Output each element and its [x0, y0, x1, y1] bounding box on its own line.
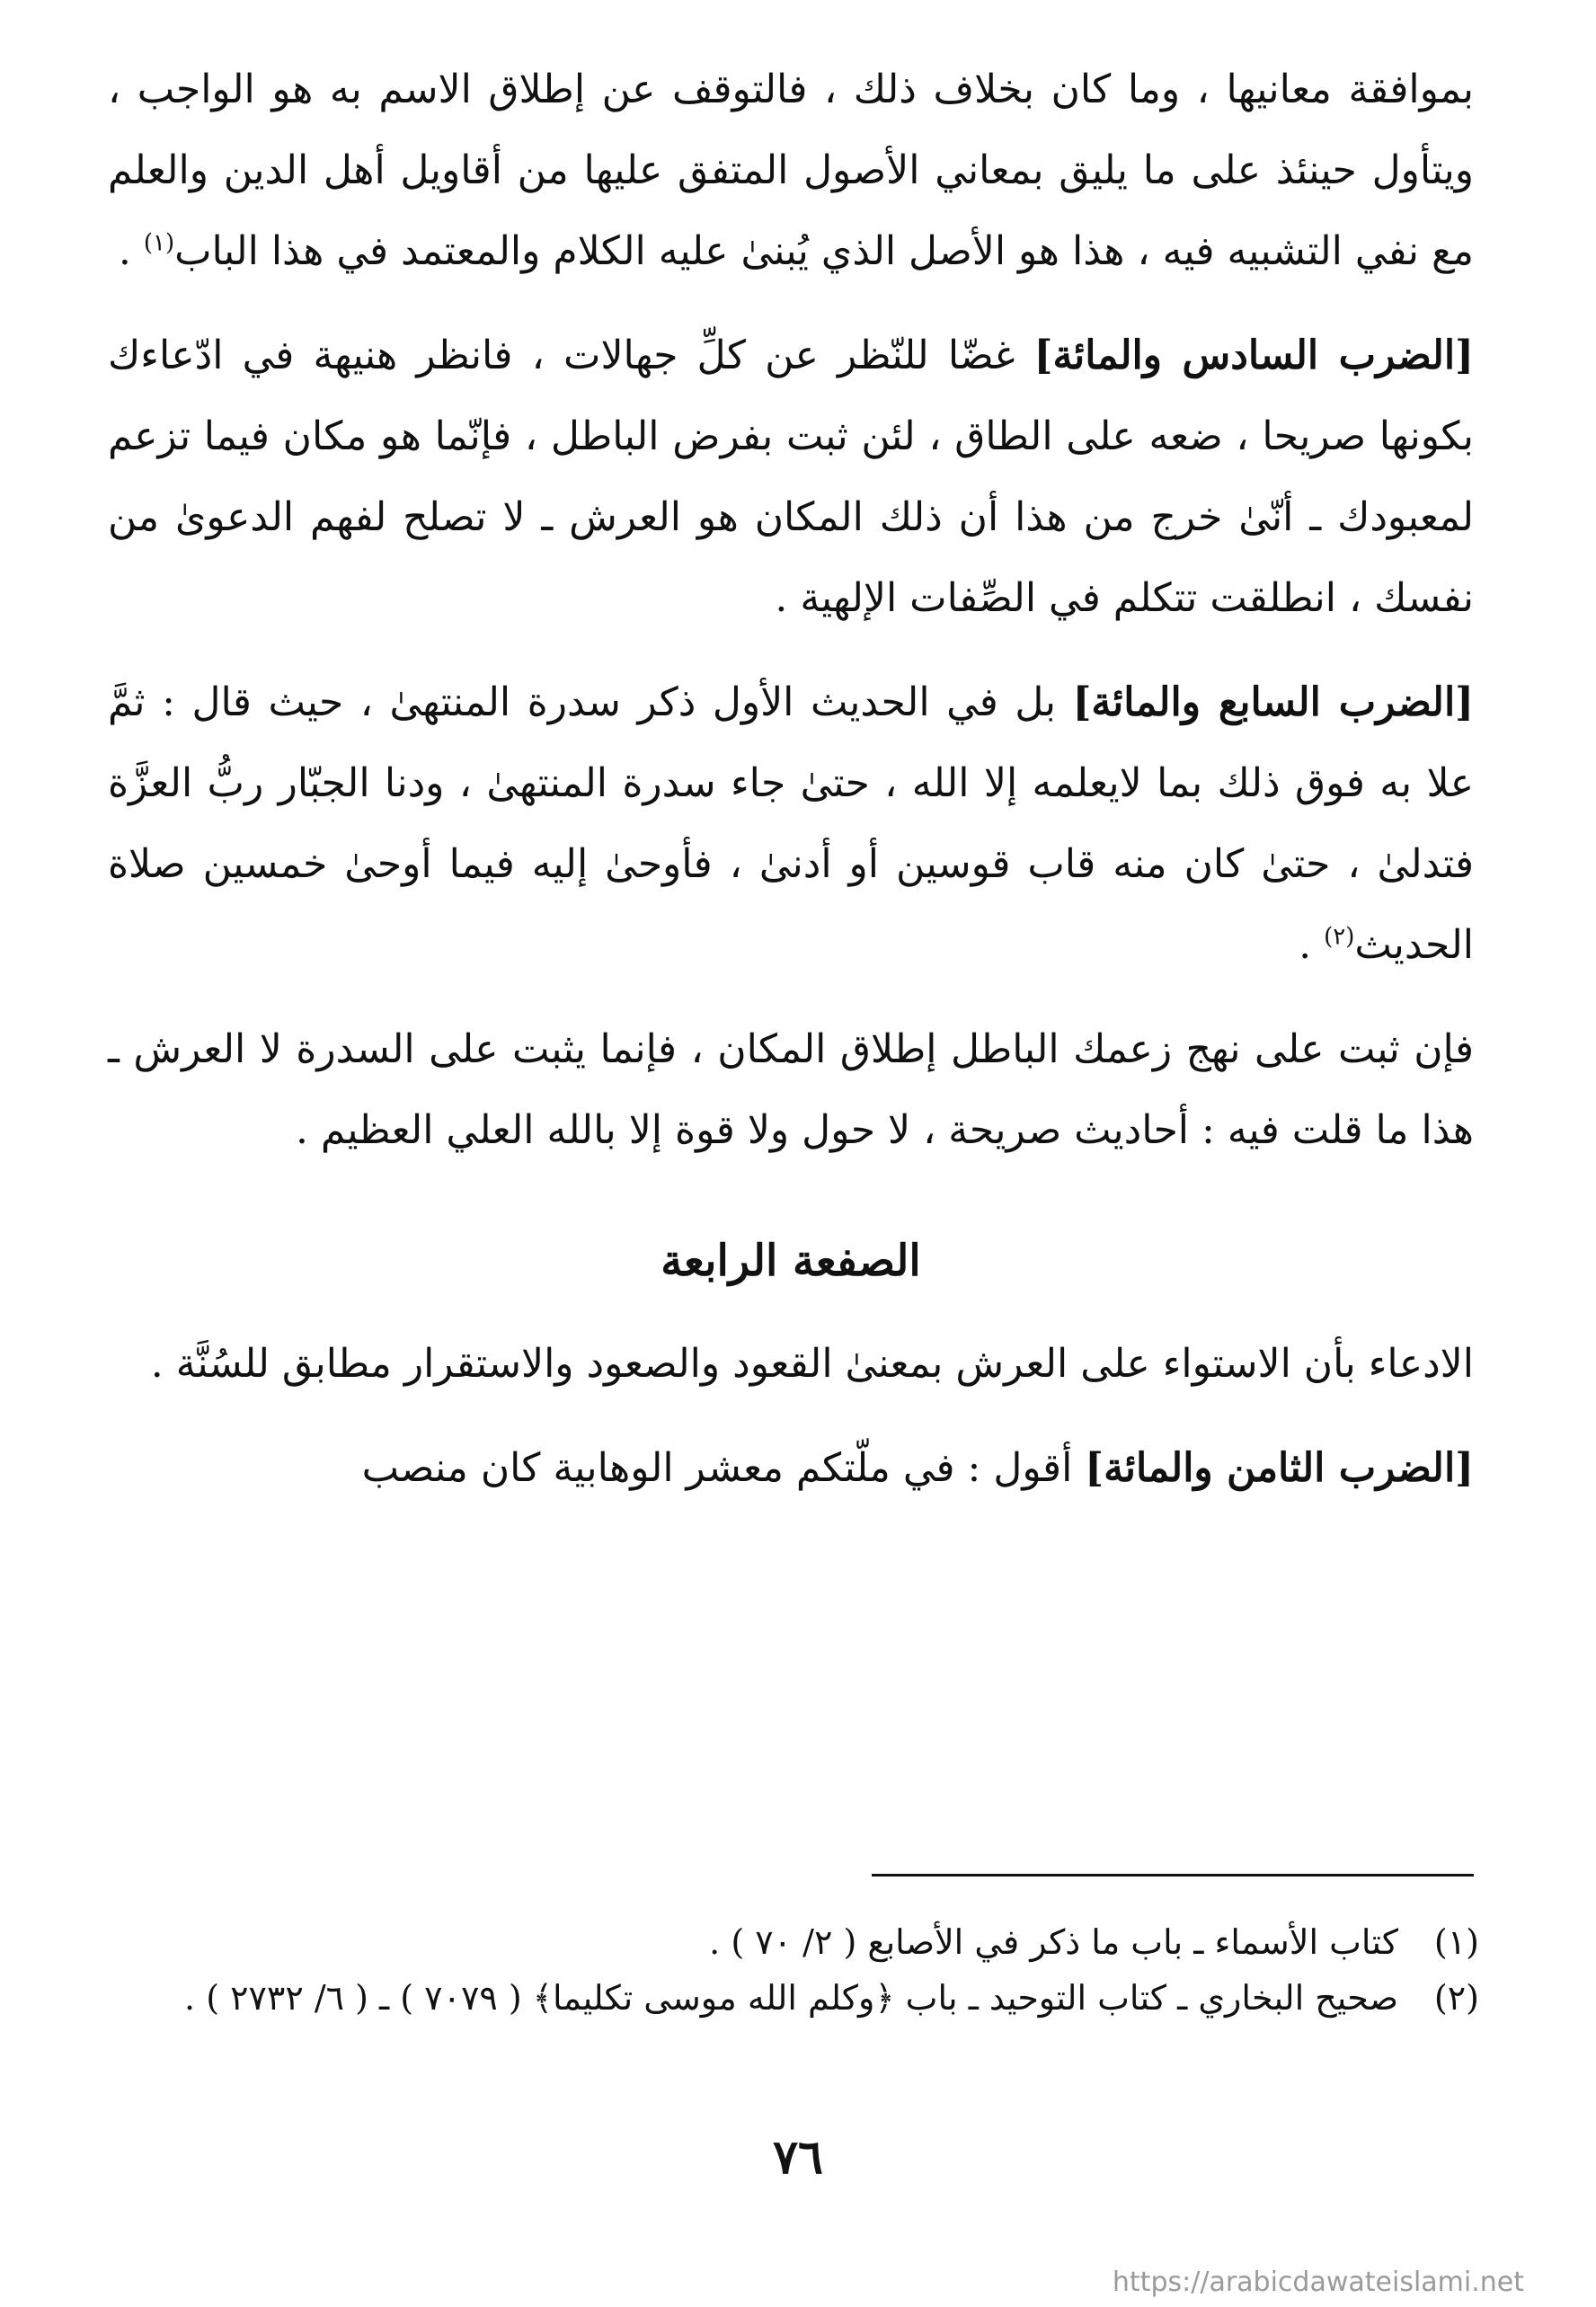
footnote-text: صحيح البخاري ـ كتاب التوحيد ـ باب ﴿وكلم الله موسى تكليما﴾ ( ٧٠٧٩ ) ـ ( ٦/ ٢٧٣٢ ) . — [184, 1978, 1398, 2018]
footnote-number: (٢) — [1433, 1978, 1479, 2018]
paragraph-text: الادعاء بأن الاستواء على العرش بمعنىٰ القعود والصعود والاستقرار مطابق للسُنَّة . — [150, 1341, 1474, 1387]
paragraph-tail: . — [1299, 922, 1325, 968]
paragraph-text: أقول : في ملّتكم معشر الوهابية كان منصب — [361, 1445, 1086, 1491]
footnote-text: كتاب الأسماء ـ باب ما ذكر في الأصابع ( ٢/ ٧٠ ) . — [709, 1922, 1398, 1962]
footnotes — [104, 1914, 1479, 2026]
paragraph-1 — [108, 49, 1474, 292]
paragraph-text: فإن ثبت على نهج زعمك الباطل إطلاق المكان ، فإنما يثبت على السدرة لا العرش ـ هذا ما قلت فيه : أحاديث صريحة ، لا حول ولا قوة إلا بالله العلي العظيم . — [108, 1026, 1474, 1153]
section-label: [الضرب السادس والمائة] — [1033, 333, 1474, 378]
page-number: ٧٦ — [773, 2130, 823, 2185]
paragraph-6 — [108, 1428, 1474, 1509]
paragraph-text: بموافقة معانيها ، وما كان بخلاف ذلك ، فالتوقف عن إطلاق الاسم به هو الواجب ، ويتأول حينئذ على ما يليق بمعاني الأصول المتفق عليها من أقاويل أهل الدين والعلم مع نفي التشبيه فيه ، هذا هو الأصل الذي يُبنىٰ عليه الكلام والمعتمد في هذا الباب — [108, 67, 1474, 274]
section-label: [الضرب الثامن والمائة] — [1085, 1445, 1474, 1491]
paragraph-3 — [108, 662, 1474, 986]
section-label: [الضرب السابع والمائة] — [1072, 679, 1475, 725]
footnote-number: (١) — [1433, 1922, 1479, 1962]
paragraph-4 — [108, 1009, 1474, 1171]
watermark-url[interactable]: https://arabicdawateislami.net — [1112, 2267, 1524, 2298]
footnote-1 — [104, 1914, 1479, 1970]
page-body — [108, 49, 1474, 1532]
section-heading: الصفعة الرابعة — [661, 1236, 921, 1286]
footnote-2 — [104, 1970, 1479, 2026]
paragraph-5 — [108, 1324, 1474, 1405]
footnote-divider — [872, 1874, 1474, 1877]
footnote-ref-1[interactable]: (١) — [143, 229, 175, 257]
footnote-ref-2[interactable]: (٢) — [1324, 923, 1355, 951]
paragraph-text: غضّا للنّظر عن كلِّ جهالات ، فانظر هنيهة في ادّعاءك بكونها صريحا ، ضعه على الطاق ، لئن ثبت بفرض الباطل ، فإنّما هو مكان فيما تزعم لمعبودك ـ أنّىٰ خرج من هذا أن ذلك المكان هو العرش ـ لا تصلح لفهم الدعوىٰ من نفسك ، انطلقت تتكلم في الصِّفات الإلهية . — [108, 333, 1474, 621]
paragraph-text: بل في الحديث الأول ذكر سدرة المنتهىٰ ، حيث قال : ثمَّ علا به فوق ذلك بما لايعلمه إلا الله ، حتىٰ جاء سدرة المنتهىٰ ، ودنا الجبّار ربُّ العزَّة فتدلىٰ ، حتىٰ كان منه قاب قوسين أو أدنىٰ ، فأوحىٰ إليه فيما أوحىٰ خمسين صلاة الحديث — [108, 679, 1475, 968]
paragraph-tail: . — [118, 228, 144, 274]
paragraph-2 — [108, 315, 1474, 639]
